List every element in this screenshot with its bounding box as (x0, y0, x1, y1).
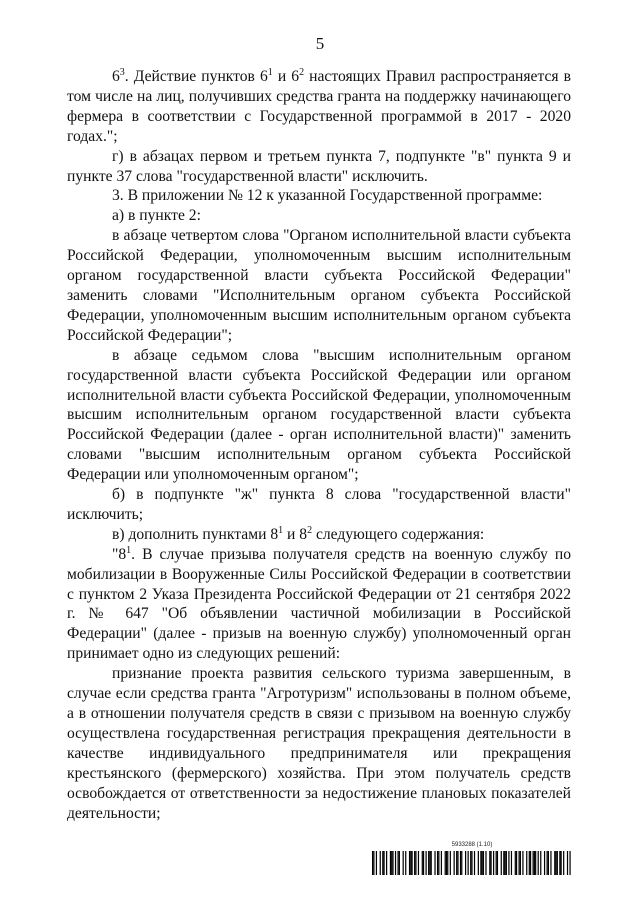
barcode-bar (468, 851, 469, 875)
barcode-bar (547, 851, 548, 875)
paragraph-text: 6 (112, 68, 120, 85)
barcode-bar (431, 851, 432, 875)
barcode-bar (434, 851, 435, 875)
barcode-bar (423, 851, 424, 875)
barcode-bar (530, 851, 531, 875)
barcode-bar (511, 851, 512, 875)
barcode-bar (501, 851, 502, 875)
barcode-bar (395, 851, 396, 875)
paragraph (67, 545, 571, 664)
barcode-bar (493, 851, 494, 875)
paragraph-text: в абзаце четвертом слова "Органом исполнительной власти субъекта Российской Федерации, уполномоченным высшим исполнительным органом государственной власти субъекта Российской Федерации" заменить словами "Исполнительным органом субъекта Российской Федерации, уполномоченным высшим исполнительным органом субъекта Российской Федерации"; (67, 227, 571, 344)
barcode-bar (454, 851, 455, 875)
barcode-bar (390, 851, 391, 875)
barcode-bar (515, 851, 516, 875)
barcode (372, 851, 572, 875)
barcode-bar (489, 851, 490, 875)
barcode-bar (497, 851, 498, 875)
paragraph (67, 525, 571, 545)
barcode-bar (457, 851, 458, 875)
barcode-bar (516, 851, 517, 875)
barcode-bar (373, 851, 374, 875)
barcode-bar (405, 851, 406, 875)
barcode-bar (526, 851, 527, 875)
barcode-bar (520, 851, 521, 875)
barcode-bar (399, 851, 400, 875)
page-number: 5 (315, 34, 325, 53)
paragraph-text: а) в пункте 2: (112, 207, 201, 225)
barcode-bar (485, 851, 486, 875)
barcode-bar (429, 851, 430, 875)
paragraph-text: и 8 (283, 525, 308, 543)
barcode-bar (535, 851, 536, 875)
barcode-bar (426, 851, 427, 875)
paragraph-text: г) в абзацах первом и третьем пункта 7, подпункте "в" пункта 9 и пункте 37 слова "государственной власти" исключить. (67, 147, 571, 185)
superscript-text: 1 (126, 544, 132, 556)
paragraph-text: признание проекта развития сельского туризма завершенным, в случае если средства гранта "Агротуризм" использованы в полном объеме, а в отношении получателя средств в связи с призывом на военную службу осуществлена государственная регистрация прекращения деятельности в качестве индивидуального предпринимателя или прекращения крестьянского (фермерского) хозяйства. При этом получатель средств освобождается от ответственности за недостижение плановых показателей деятельности; (67, 665, 571, 822)
barcode-bar (380, 851, 381, 875)
barcode-bar (538, 851, 539, 875)
superscript-text: 2 (299, 67, 305, 78)
document-stamp-code: 5933288 (1.10) (451, 842, 493, 848)
barcode-bar (554, 851, 555, 875)
barcode-bar (508, 851, 509, 875)
paragraph (67, 226, 571, 345)
barcode-bar (559, 851, 560, 875)
barcode-bar (474, 851, 475, 875)
barcode-bar (446, 851, 447, 875)
barcode-bar (411, 851, 412, 875)
paragraph-text: б) в подпункте "ж" пункта 8 слова "государственной власти" исключить; (67, 486, 571, 523)
superscript-text: 3 (119, 67, 125, 78)
superscript-text: 1 (267, 67, 273, 78)
barcode-bar (403, 851, 404, 875)
paragraph (67, 206, 571, 226)
barcode-bar (450, 851, 451, 875)
paragraph-text: . Действие пунктов 6 (124, 68, 268, 85)
barcode-bar (460, 851, 461, 875)
barcode-bar (548, 851, 549, 875)
barcode-bar (382, 851, 383, 875)
barcode-bar (415, 851, 416, 875)
paragraph-text: и 6 (272, 68, 300, 85)
barcode-bar (550, 851, 551, 875)
barcode-bar (482, 851, 483, 875)
paragraph (67, 485, 571, 525)
paragraph (67, 147, 571, 187)
barcode-bar (534, 851, 535, 875)
barcode-bar (437, 851, 438, 875)
barcode-bar (561, 851, 562, 875)
barcode-bar (490, 851, 491, 875)
barcode-bar (441, 851, 442, 875)
barcode-bar (518, 851, 519, 875)
barcode-bar (506, 851, 507, 875)
barcode-bar (383, 851, 384, 875)
paragraph (67, 67, 571, 147)
barcode-bar (410, 851, 411, 875)
paragraph (67, 186, 571, 206)
barcode-bar (563, 851, 564, 875)
barcode-bar (555, 851, 556, 875)
barcode-bar (483, 851, 484, 875)
paragraph-text: в) дополнить пунктами 8 (112, 525, 279, 543)
barcode-bar (456, 851, 457, 875)
paragraph-text: 3. В приложении № 12 к указанной Государственной программе: (112, 187, 543, 205)
barcode-bar (418, 851, 419, 875)
barcode-bar (529, 851, 530, 875)
barcode-bar (478, 851, 479, 875)
barcode-bar (496, 851, 497, 875)
barcode-bar (471, 851, 472, 875)
barcode-bar (470, 851, 471, 875)
paragraph-text: . В случае призыва получателя средств на военную службу по мобилизации в Вооруженные Силы Российской Федерации в соответствии с пунктом 2 Указа Президента Российской Федерации от 21 сентября 2022 г. № 647 "Об объявлении частичной мобилизации в Российской Федерации" (далее - призыв на военную службу) уполномоченный орган принимает одно из следующих решений: (67, 545, 571, 663)
barcode-bar (569, 851, 570, 875)
barcode-bar (386, 851, 387, 875)
barcode-bar (540, 851, 541, 875)
paragraph-text: "8 (112, 545, 127, 563)
document-body (67, 67, 571, 823)
barcode-bar (503, 851, 504, 875)
barcode-bar (392, 851, 393, 875)
barcode-bar (422, 851, 423, 875)
barcode-bar (438, 851, 439, 875)
barcode-bar (461, 851, 462, 875)
barcode-bar (567, 851, 568, 875)
superscript-text: 1 (278, 524, 284, 536)
barcode-bar (397, 851, 398, 875)
barcode-bar (445, 851, 446, 875)
barcode-bar (447, 851, 448, 875)
paragraph-text: в абзаце седьмом слова "высшим исполнительным органом государственной власти субъекта Российской Федерации или органом исполнительной власти субъекта Российской Федерации, уполномоченным высшим исполнительным органом государственной власти субъекта Российской Федерации (далее - орган исполнительной власти)" заменить словами "высшим исполнительным органом субъекта Российской Федерации или уполномоченным органом"; (67, 346, 571, 484)
barcode-bar (522, 851, 523, 875)
barcode-bar (465, 851, 466, 875)
barcode-bar (414, 851, 415, 875)
barcode-bar (409, 851, 410, 875)
paragraph (67, 664, 571, 823)
barcode-bar (533, 851, 534, 875)
barcode-bar (480, 851, 481, 875)
barcode-bar (544, 851, 545, 875)
barcode-bar (391, 851, 392, 875)
superscript-text: 2 (307, 524, 313, 536)
barcode-bar (372, 851, 373, 875)
barcode-bar (504, 851, 505, 875)
paragraph-text: следующего содержания: (312, 525, 485, 543)
barcode-bar (376, 851, 377, 875)
barcode-bar (557, 851, 558, 875)
barcode-bar (428, 851, 429, 875)
paragraph-text: настоящих Правил распространяется в том числе на лиц, получивших средства гранта на поддержку начинающего фермера в соответствии с Государственной программой в 2017 - 2020 годах."; (67, 68, 571, 145)
paragraph (67, 346, 571, 485)
